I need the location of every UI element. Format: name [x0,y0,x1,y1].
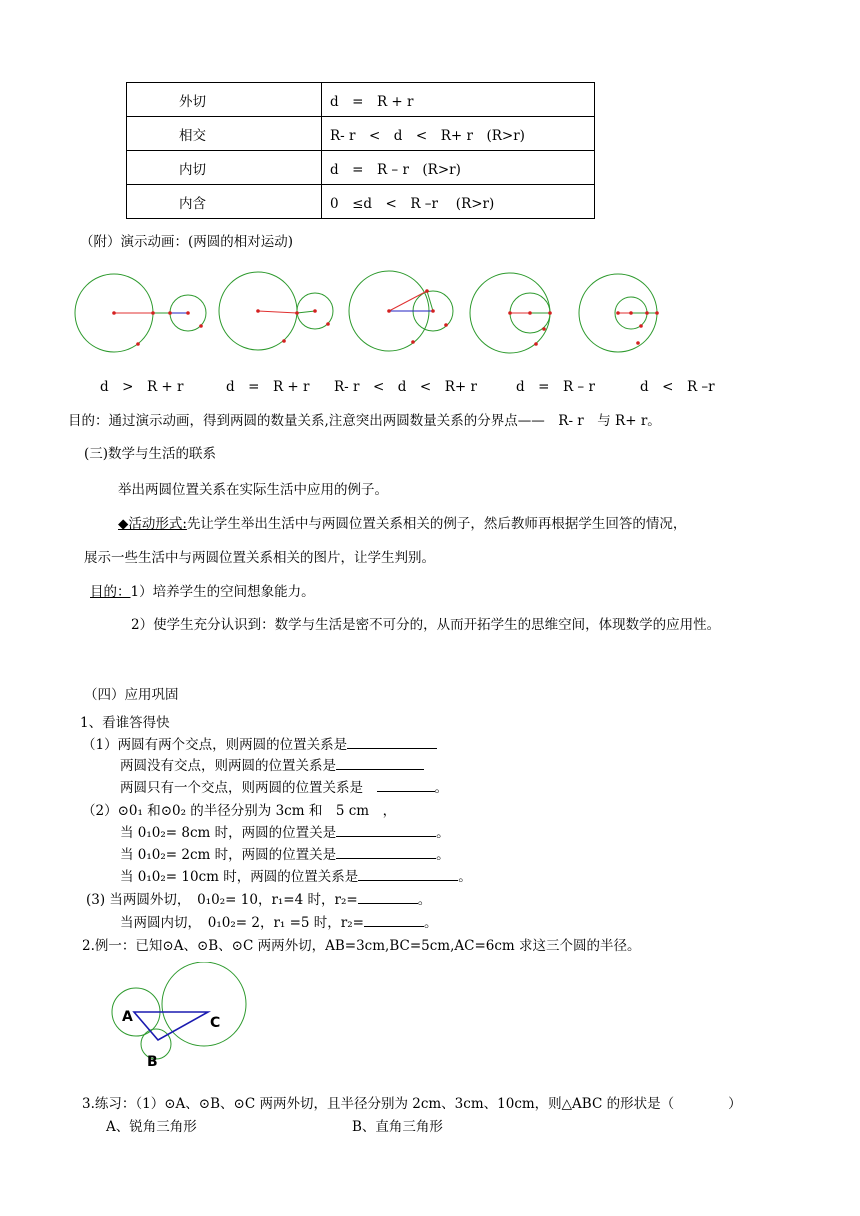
relation-table [126,82,595,219]
demo-purpose: 目的：通过演示动画，得到两圆的数量关系,注意突出两圆数量关系的分界点—— R- r 与 R+ r。 [68,413,661,429]
answer-blank[interactable] [336,824,436,837]
relation-formula: R- r < d < R+ r (R>r) [322,117,595,151]
q1-1b [120,754,424,774]
period: 。 [417,892,432,908]
relation-name: 外切 [127,83,322,117]
answer-blank[interactable] [347,736,437,749]
answer-blank[interactable] [358,891,418,904]
answer-blank[interactable] [336,757,424,770]
demo-heading: （附）演示动画：(两圆的相对运动) [80,234,294,250]
label-a: A [122,1009,133,1025]
demo-label-5: d < R –r [640,379,715,395]
circles-intersecting [349,271,453,351]
table-row [127,117,595,151]
period: 。 [436,847,450,863]
q1-2c [120,843,450,863]
answer-blank[interactable] [364,914,424,927]
example-2: 2.例一：已知⊙A、⊙B、⊙C 两两外切，AB=3cm,BC=5cm,AC=6cm 求这三个圆的半径。 [82,938,641,954]
section4-heading: （四）应用巩固 [84,687,179,703]
circle-c [162,962,246,1046]
question-text: 两圆没有交点，则两圆的位置关系是 [120,758,336,774]
three-circles-figure [100,962,260,1072]
answer-blank[interactable] [358,868,458,881]
q1-3a [86,888,431,908]
q1-2a: （2）⊙0₁ 和⊙0₂ 的半径分别为 3cm 和 5 cm ， [82,803,397,819]
circles-external-tangent [219,272,333,350]
exercise-3: 3.练习：（1）⊙A、⊙B、⊙C 两两外切，且半径分别为 2cm、3cm、10cm，则△ABC 的形状是（ ） [82,1096,742,1112]
question-text: 当 0₁0₂= 8cm 时，两圆的位置关是 [120,825,337,841]
section3-heading: (三)数学与生活的联系 [84,446,217,462]
q1-3b [120,911,437,931]
question-text: 当 0₁0₂= 2cm 时，两圆的位置关是 [120,847,337,863]
question1-title: 1、看谁答得快 [80,715,170,731]
relation-formula: d = R – r (R>r) [322,151,595,185]
period: 。 [436,825,450,841]
relation-name: 内含 [127,185,322,219]
circles-contained [579,274,659,352]
demo-label-1: d > R + r [100,379,184,395]
activity-line [118,512,686,532]
option-a[interactable]: A、锐角三角形 [106,1119,197,1135]
activity-text: 先让学生举出生活中与两圆位置关系相关的例子，然后教师再根据学生回答的情况， [186,516,687,532]
goal-label: 目的： [90,584,131,600]
goal-1: 1）培养学生的空间想象能力。 [130,584,315,600]
triangle-abc [134,1012,208,1040]
section3-paragraph: 举出两圆位置关系在实际生活中应用的例子。 [118,482,388,498]
answer-blank[interactable] [336,846,436,859]
q1-1c [120,776,448,796]
table-row [127,151,595,185]
question-text: 当两圆内切， 0₁0₂= 2，r₁ =5 时，r₂= [120,915,364,931]
demo-label-2: d = R + r [226,379,310,395]
period: 。 [434,780,448,796]
question-text: 两圆只有一个交点，则两圆的位置关系是 [120,780,377,796]
circles-internal-tangent [470,273,552,353]
answer-blank[interactable] [377,779,435,792]
table-row [127,185,595,219]
label-c: C [210,1015,221,1031]
demo-label-4: d = R – r [516,379,595,395]
question-text: 当 0₁0₂= 10cm 时，两圆的位置关系是 [120,869,359,885]
label-b: B [147,1054,158,1070]
relation-name: 相交 [127,117,322,151]
relation-formula: 0 ≤d < R –r (R>r) [322,185,595,219]
two-circles-demo-figure [60,262,700,362]
option-b[interactable]: B、直角三角形 [352,1119,443,1135]
relation-formula: d = R + r [322,83,595,117]
goal-line-2: 2）使学生充分认识到：数学与生活是密不可分的，从而开拓学生的思维空间，体现数学的应用性。 [131,617,721,633]
q1-2d [120,865,472,885]
circles-separate [75,274,206,352]
q1-2b [120,821,450,841]
question-text: （1）两圆有两个交点，则两圆的位置关系是 [82,737,348,753]
period: 。 [423,915,438,931]
activity-text-continued: 展示一些生活中与两圆位置关系相关的图片，让学生判别。 [84,550,435,566]
period: 。 [458,869,472,885]
activity-label: ◆活动形式: [118,516,187,532]
relation-name: 内切 [127,151,322,185]
q1-1a [82,733,437,753]
goal-line-1 [90,580,315,600]
question-text: (3) 当两圆外切， 0₁0₂= 10，r₁=4 时，r₂= [86,892,358,908]
table-row [127,83,595,117]
demo-label-3: R- r < d < R+ r [334,379,477,395]
